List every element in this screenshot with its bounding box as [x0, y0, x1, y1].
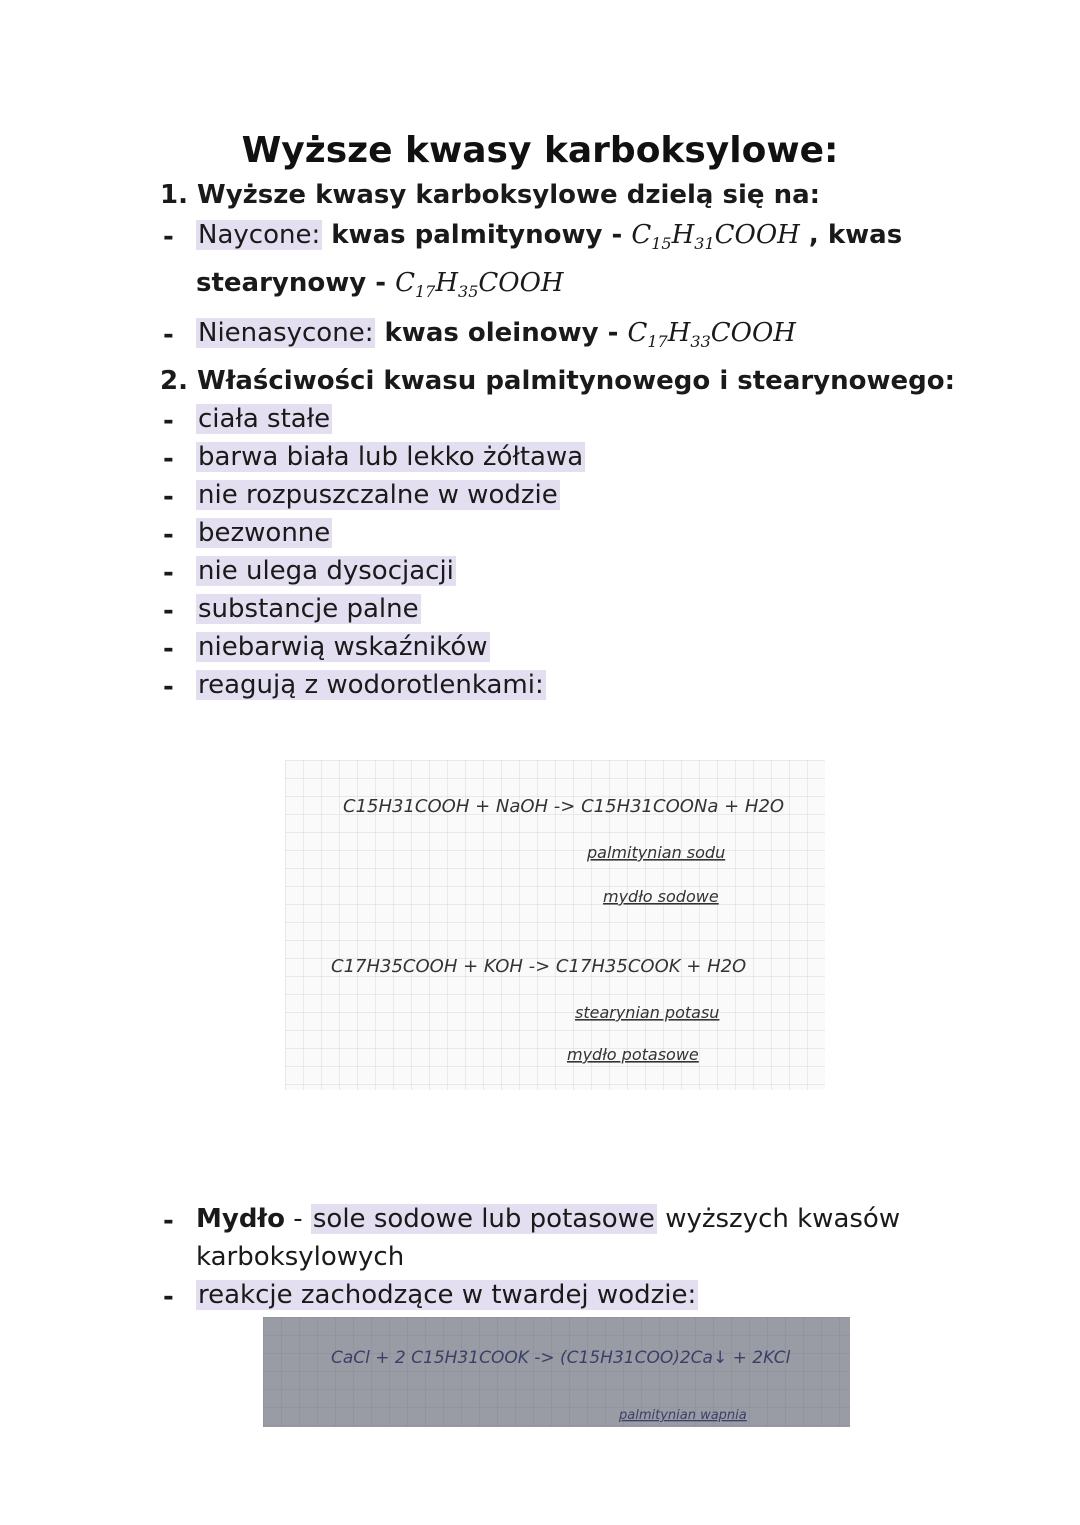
product-alias-mydlo-sodowe: mydło sodowe: [603, 887, 719, 906]
property-item: nie ulega dysocjacji: [198, 556, 454, 586]
reaction-palmitic-naoh: C15H31COOH + NaOH -> C15H31COONa + H2O: [343, 796, 785, 817]
handwritten-notes-soap-formation: [285, 760, 825, 1090]
bullet-dash: -: [163, 596, 174, 626]
section1-heading: 1. Wyższe kwasy karboksylowe dzielą się na:: [160, 180, 821, 210]
bullet-dash: -: [163, 320, 174, 350]
bullet-dash: -: [163, 672, 174, 702]
reaction-stearic-koh: C17H35COOH + KOH -> C17H35COOK + H2O: [331, 956, 747, 977]
hard-water-text: reakcje zachodzące w twardej wodzie:: [198, 1280, 697, 1310]
property-item: barwa biała lub lekko żółtawa: [198, 442, 584, 472]
soap-definition-line: [196, 1204, 900, 1234]
saturated-sep: , kwas: [799, 220, 903, 250]
bullet-dash: -: [163, 634, 174, 664]
hard-water-line: [196, 1280, 698, 1310]
bullet-dash: -: [163, 444, 174, 474]
bullet-dash: -: [163, 520, 174, 550]
handwritten-notes-hard-water: [263, 1317, 850, 1427]
product-alias-mydlo-potasowe: mydło potasowe: [567, 1045, 699, 1064]
reaction-hard-water: CaCl + 2 C15H31COOK -> (C15H31COO)2Ca↓ + 2KCl: [331, 1348, 791, 1368]
unsaturated-label: Nienasycone:: [198, 318, 374, 348]
soap-definition-rest: wyższych kwasów: [656, 1204, 901, 1234]
property-item: substancje palne: [198, 594, 419, 624]
soap-definition-highlight: sole sodowe lub potasowe: [312, 1204, 655, 1234]
soap-sep: -: [284, 1204, 311, 1234]
property-item: bezwonne: [198, 518, 331, 548]
product-name-palmitynian-sodu: palmitynian sodu: [587, 843, 726, 862]
property-item: nie rozpuszczalne w wodzie: [198, 480, 558, 510]
stearic-formula: $C_{17}H_{35}COOH$: [395, 268, 564, 302]
palmitic-formula: $C_{15}H_{31}COOH$: [631, 220, 800, 254]
soap-term: Mydło: [196, 1204, 285, 1234]
saturated-label: Naycone:: [198, 220, 321, 250]
bullet-dash: -: [163, 222, 174, 252]
page-title: Wyższe kwasy karboksylowe:: [241, 130, 839, 171]
bullet-dash: -: [163, 1206, 174, 1236]
bullet-dash: -: [163, 1282, 174, 1312]
soap-definition-line2: karboksylowych: [196, 1242, 405, 1272]
property-item: niebarwią wskaźników: [198, 632, 488, 662]
stearic-line: [196, 268, 564, 301]
oleic-formula: $C_{17}H_{33}COOH$: [627, 318, 796, 352]
product-name-stearynian-potasu: stearynian potasu: [575, 1003, 720, 1022]
product-name-palmitynian-wapnia: palmitynian wapnia: [619, 1408, 747, 1423]
bullet-dash: -: [163, 482, 174, 512]
saturated-text: kwas palmitynowy -: [322, 220, 632, 250]
saturated-line: [196, 220, 902, 253]
unsaturated-line: [196, 318, 796, 351]
unsaturated-text: kwas oleinowy -: [375, 318, 628, 348]
stearic-text: stearynowy -: [196, 268, 396, 298]
property-item: ciała stałe: [198, 404, 331, 434]
bullet-dash: -: [163, 558, 174, 588]
bullet-dash: -: [163, 406, 174, 436]
section2-heading: 2. Właściwości kwasu palmitynowego i stearynowego:: [160, 366, 956, 396]
property-item: reagują z wodorotlenkami:: [198, 670, 544, 700]
